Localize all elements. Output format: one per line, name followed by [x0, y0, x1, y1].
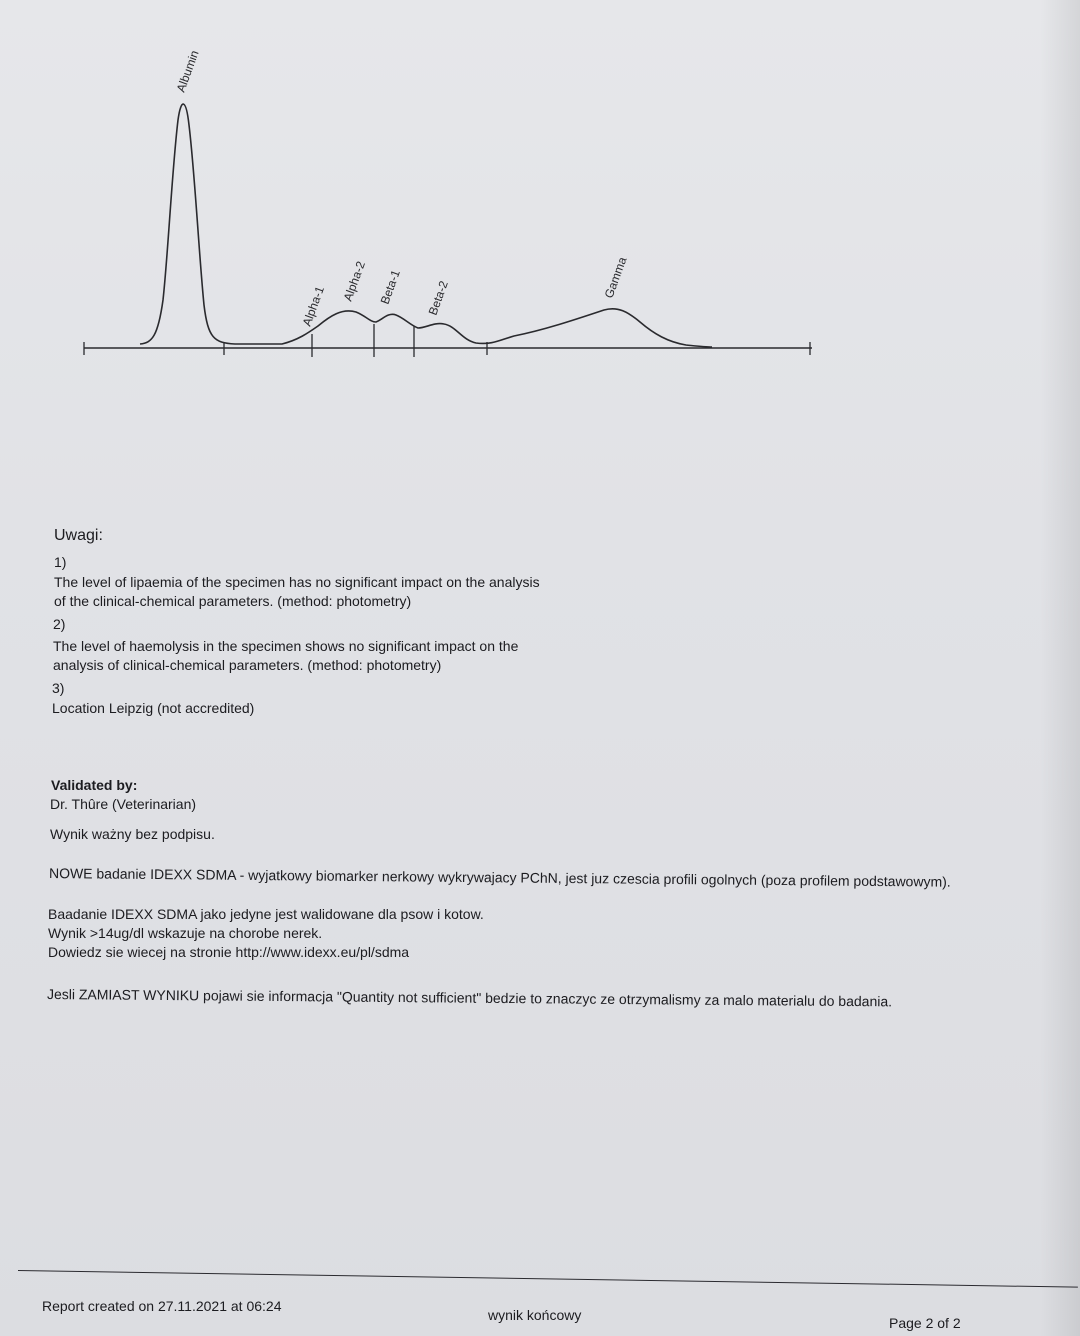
note-number-3: 3): [52, 680, 65, 696]
sdma-result-note: Wynik >14ug/dl wskazuje na chorobe nerek.: [48, 925, 323, 941]
fraction-label-gamma: Gamma: [601, 255, 630, 301]
sdma-link-note: Dowiedz sie wiecej na stronie http://www.idexx.eu/pl/sdma: [48, 944, 410, 960]
fraction-label-beta-1: Beta-1: [377, 268, 403, 307]
notes-heading: Uwagi:: [54, 527, 103, 544]
report-status: wynik końcowy: [488, 1307, 582, 1323]
electrophoresis-chart: [0, 0, 1080, 460]
note-number-2: 2): [53, 616, 66, 632]
report-created: Report created on 27.11.2021 at 06:24: [42, 1298, 282, 1314]
validator-name: Dr. Thûre (Veterinarian): [50, 796, 197, 812]
fraction-label-alpha-2: Alpha-2: [340, 259, 368, 304]
note-1-line-1: The level of lipaemia of the specimen has no significant impact on the analysis: [54, 574, 540, 590]
sdma-new-note: NOWE badanie IDEXX SDMA - wyjatkowy biomarker nerkowy wykrywajacy PChN, jest juz czescia profili ogolnych (poza profilem podstawowym).: [48, 865, 951, 890]
quantity-note: Jesli ZAMIAST WYNIKU pojawi sie informacja "Quantity not sufficient" bedzie to znaczyc ze otrzymalismy za malo materialu do badania.: [46, 986, 893, 1010]
note-2-line-2: analysis of clinical-chemical parameters. (method: photometry): [53, 657, 442, 673]
page-number: Page 2 of 2: [889, 1315, 961, 1331]
fraction-label-alpha-1: Alpha-1: [299, 284, 327, 329]
validated-by-label: Validated by:: [51, 777, 138, 793]
note-1-line-2: of the clinical-chemical parameters. (method: photometry): [54, 593, 412, 609]
note-2-line-1: The level of haemolysis in the specimen shows no significant impact on the: [53, 638, 519, 654]
fraction-label-beta-2: Beta-2: [425, 279, 451, 318]
no-signature-note: Wynik ważny bez podpisu.: [50, 826, 215, 842]
note-number-1: 1): [54, 554, 67, 570]
fraction-label-albumin: Albumin: [173, 48, 202, 95]
note-3-line-1: Location Leipzig (not accredited): [52, 700, 255, 716]
sdma-valid-note: Baadanie IDEXX SDMA jako jedyne jest walidowane dla psow i kotow.: [48, 906, 484, 922]
